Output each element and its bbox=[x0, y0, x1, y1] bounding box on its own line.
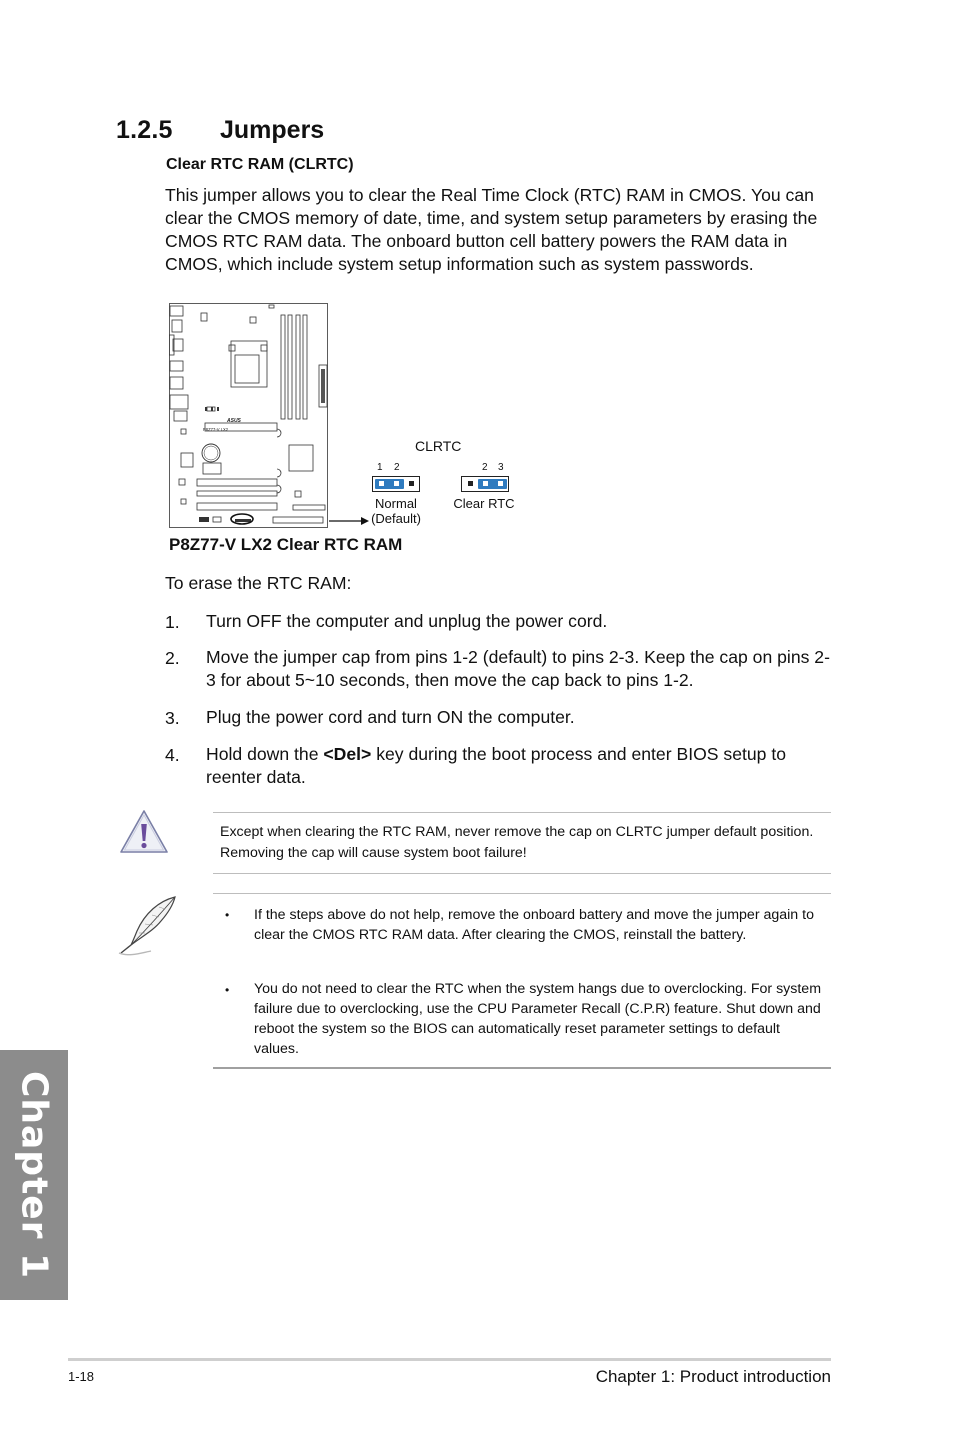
pin-label: 2 bbox=[394, 462, 400, 473]
figure-caption: P8Z77-V LX2 Clear RTC RAM bbox=[169, 535, 403, 554]
jumper-pin bbox=[468, 481, 473, 486]
jumper-pin bbox=[409, 481, 414, 486]
warning-text: Except when clearing the RTC RAM, never remove the cap on CLRTC jumper default position. Removing the cap will cause system boot failure! bbox=[220, 824, 814, 861]
step-number: 1. bbox=[165, 612, 180, 632]
jumper-pin bbox=[498, 481, 503, 486]
step-text: Turn OFF the computer and unplug the power cord. bbox=[206, 611, 608, 631]
step-number: 4. bbox=[165, 745, 180, 765]
footer-rule bbox=[68, 1358, 831, 1361]
pin-label: 1 bbox=[377, 462, 383, 473]
motherboard-layout-diagram bbox=[169, 303, 329, 528]
pin-label: 2 bbox=[482, 462, 488, 473]
note-item: You do not need to clear the RTC when the system hangs due to overclocking. For system failure due to overclocking, use the CPU Parameter Recall (C.P.R) feature. Shut down and reboot the system so the BIOS can automatically reset parameter settings to default values. bbox=[254, 981, 822, 1057]
section-title: Jumpers bbox=[220, 116, 325, 144]
chapter-side-tab-label: Chapter 1 bbox=[13, 1070, 55, 1280]
footer-chapter-title: Chapter 1: Product introduction bbox=[595, 1367, 831, 1386]
jumper-clear-label: Clear RTC bbox=[453, 496, 515, 511]
intro-paragraph: This jumper allows you to clear the Real Time Clock (RTC) RAM in CMOS. You can clear the CMOS memory of date, time, and system setup parameters by erasing the CMOS RTC RAM data. The onboard button cell battery powers the RAM data in CMOS, which include system setup information such as system passwords. bbox=[165, 185, 818, 274]
jumper-pin bbox=[394, 481, 399, 486]
step-text: Plug the power cord and turn ON the computer. bbox=[206, 707, 575, 727]
chapter-side-tab bbox=[0, 1050, 68, 1300]
warning-triangle-icon bbox=[118, 808, 170, 856]
warning-top-rule bbox=[213, 812, 831, 813]
step-number: 3. bbox=[165, 708, 180, 728]
feather-pen-icon bbox=[115, 893, 181, 957]
note-item: If the steps above do not help, remove the onboard battery and move the jumper again to clear the CMOS RTC RAM data. After clearing the CMOS, reinstall the battery. bbox=[254, 907, 814, 943]
step-number: 2. bbox=[165, 648, 180, 668]
notes-bottom-rule bbox=[213, 1067, 831, 1069]
page-number: 1-18 bbox=[68, 1369, 95, 1384]
section-number: 1.2.5 bbox=[116, 116, 173, 144]
jumper-pin bbox=[379, 481, 384, 486]
bullet: • bbox=[225, 983, 230, 997]
step-text: Move the jumper cap from pins 1-2 (default) to pins 2-3. Keep the cap on pins 2-3 for about 5~10 seconds, then move the cap back to pins 1-2. bbox=[206, 647, 830, 690]
board-logo: ASUS bbox=[227, 418, 241, 424]
procedure-lead: To erase the RTC RAM: bbox=[165, 573, 352, 593]
jumper-pin bbox=[483, 481, 488, 486]
jumper-clear bbox=[461, 476, 509, 492]
board-model-label: P8Z77-V LX2 bbox=[203, 427, 229, 432]
notes-top-rule bbox=[213, 893, 831, 894]
subsection-title: Clear RTC RAM (CLRTC) bbox=[166, 156, 354, 173]
pointer-arrow bbox=[329, 513, 371, 527]
key-del: <Del> bbox=[323, 744, 372, 764]
step-text: Hold down the <Del> key during the boot process and enter BIOS setup to reenter data. bbox=[206, 744, 786, 787]
warning-bottom-rule bbox=[213, 873, 831, 874]
pin-label: 3 bbox=[498, 462, 504, 473]
jumper-name-label: CLRTC bbox=[415, 438, 462, 454]
jumper-normal-label: Normal (Default) bbox=[371, 496, 421, 526]
jumper-normal bbox=[372, 476, 420, 492]
bullet: • bbox=[225, 908, 230, 922]
